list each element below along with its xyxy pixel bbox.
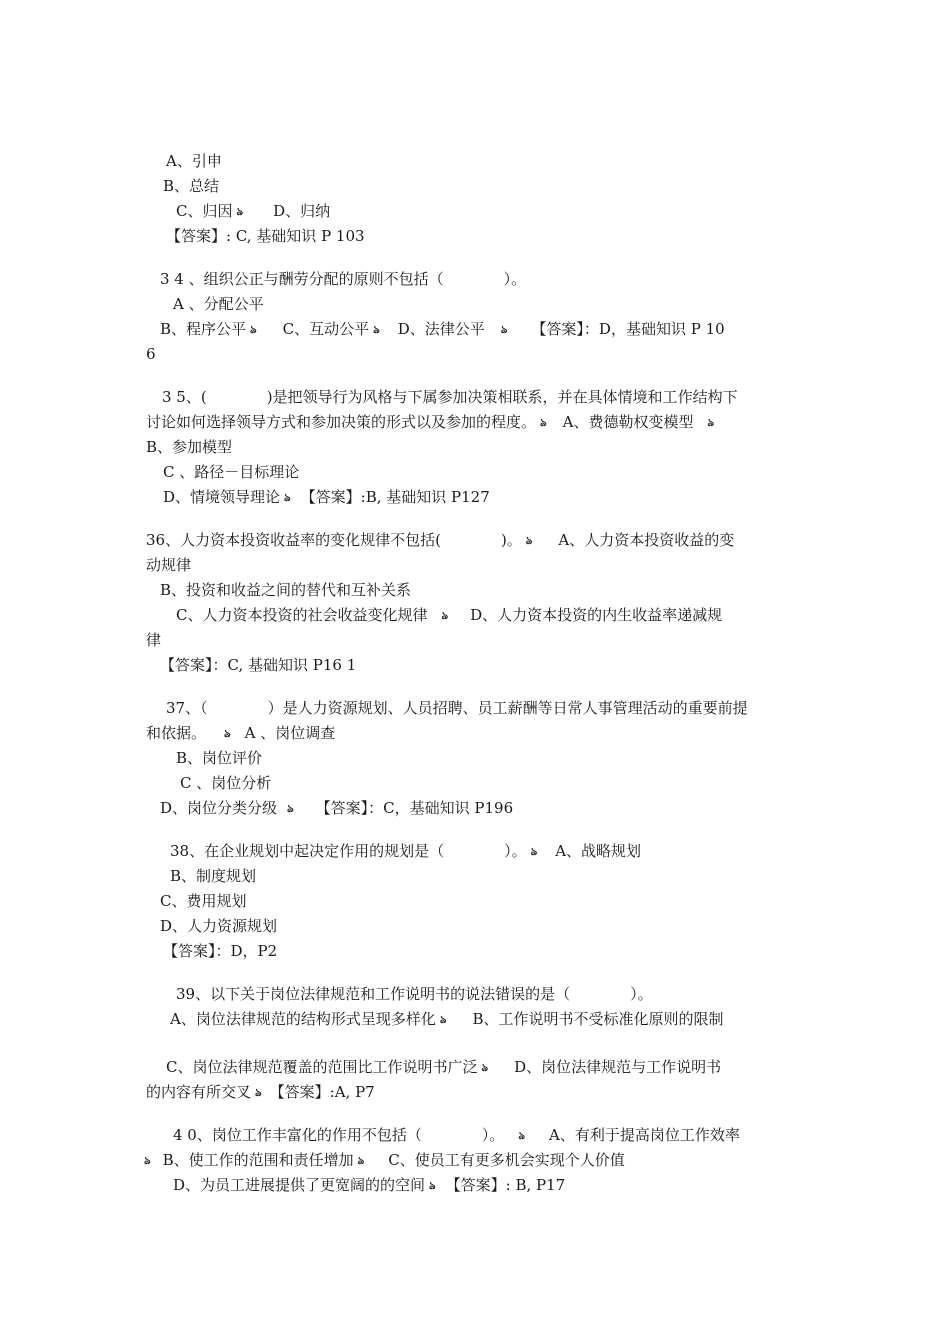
q35-option-b: B、参加模型 <box>146 438 233 456</box>
q37-line-d <box>160 796 513 821</box>
q36-option-d: D、人力资本投资的内生收益率递减规 <box>470 606 723 624</box>
q33-option-b: B、总结 <box>163 177 220 195</box>
q36-option-c: C、人力资本投资的社会收益变化规律 <box>176 606 428 624</box>
q40-option-c: C、使员工有更多机会实现个人价值 <box>388 1151 625 1169</box>
q34-option-d: D、法律公平 <box>397 320 485 338</box>
q39-stem: 39、以下关于岗位法律规范和工作说明书的说法错误的是（ ）。 <box>176 985 653 1003</box>
q40-option-a: A、有利于提高岗位工作效率 <box>548 1126 740 1144</box>
q38-option-b: B、制度规划 <box>170 867 257 885</box>
q35-option-d: D、情境领导理论 <box>163 488 281 506</box>
q39-line-d-cont: 的内容有所交叉 ঌ 【答案】:A, P7 <box>146 1080 375 1105</box>
paragraph-mark-icon: ঌ <box>429 1179 436 1192</box>
q40-option-b: B、使工作的范围和责任增加 <box>162 1151 354 1169</box>
paragraph-mark-icon: ঌ <box>525 534 533 547</box>
q33-option-a: A、引申 <box>166 152 222 170</box>
q33-options-cd <box>176 199 330 224</box>
q35-stem-line2: 讨论如何选择领导方式和参加决策的形式以及参加的程度。 ঌ A、费德勒权变模型 ঌ <box>146 410 718 435</box>
q34-option-c: C、互动公平 <box>282 320 370 338</box>
q34-option-b: B、程序公平 <box>160 320 247 338</box>
paragraph-mark-icon: ঌ <box>357 1154 365 1167</box>
q34-stem: 3 4 、组织公正与酬劳分配的原则不包括（ ）。 <box>160 270 527 288</box>
q36-line-cd <box>176 603 722 628</box>
paragraph-mark-icon: ঌ <box>518 1129 525 1142</box>
q34-line-bcd <box>160 317 725 342</box>
q39-answer: 【答案】:A, P7 <box>269 1083 375 1101</box>
paragraph-mark-icon: ঌ <box>284 491 291 504</box>
q36-option-d-cont: 律 <box>146 631 162 649</box>
q40-option-d: D、为员工进展提供了更宽阔的的空间 <box>173 1176 426 1194</box>
q36-option-a: A、人力资本投资收益的变 <box>558 531 735 549</box>
paragraph-mark-icon: ঌ <box>236 205 244 218</box>
q39-option-a: A、岗位法律规范的结构形式呈现多样化 <box>170 1010 436 1028</box>
paragraph-mark-icon: ঌ <box>481 1061 489 1074</box>
q36-option-b: B、投资和收益之间的替代和互补关系 <box>160 581 412 599</box>
q40-line-bc <box>140 1148 625 1173</box>
paragraph-mark-icon: ঌ <box>287 802 294 815</box>
q40-stem: 4 0、岗位工作丰富化的作用不包括（ ）。 ঌ A、有利于提高岗位工作效率 <box>173 1123 740 1148</box>
q37-option-b: B、岗位评价 <box>176 749 263 767</box>
q35-answer: 【答案】:B, 基础知识 P127 <box>300 488 490 506</box>
q38-option-c: C、费用规划 <box>160 892 247 910</box>
q37-stem-line1: 37、（ ）是人力资源规划、人员招聘、员工薪酬等日常人事管理活动的重要前提 <box>166 699 748 717</box>
q35-option-a: A、费德勒权变模型 <box>562 413 694 431</box>
q39-line-cd <box>166 1055 721 1080</box>
paragraph-mark-icon: ঌ <box>530 845 538 858</box>
q39-option-b: B、工作说明书不受标准化原则的限制 <box>472 1010 724 1028</box>
q40-answer: 【答案】: B, P17 <box>445 1176 566 1194</box>
paragraph-mark-icon: ঌ <box>707 416 715 429</box>
q34-answer-cont: 6 <box>146 345 156 363</box>
q35-stem-line1: 3 5、( )是把领导行为风格与下属参加决策相联系，并在具体情境和工作结构下 <box>162 388 738 406</box>
paragraph-mark-icon: ঌ <box>500 323 508 336</box>
q37-answer: 【答案】：C，基础知识 P196 <box>315 799 514 817</box>
q39-option-d: D、岗位法律规范与工作说明书 <box>514 1058 722 1076</box>
q37-option-a: A 、岗位调查 <box>244 724 336 742</box>
q36-stem: 36、人力资本投资收益率的变化规律不包括( )。 ঌ A、人力资本投资收益的变 <box>146 528 734 553</box>
q37-stem-line2: 和依据。 ঌ A 、岗位调查 <box>146 721 335 746</box>
q35-option-c: C 、路径－目标理论 <box>163 463 300 481</box>
paragraph-mark-icon: ঌ <box>255 1086 262 1099</box>
q37-option-d: D、岗位分类分级 <box>160 799 278 817</box>
q39-line-ab <box>170 1007 724 1032</box>
q34-option-a: A 、分配公平 <box>173 295 264 313</box>
q37-option-c: C 、岗位分析 <box>180 774 272 792</box>
q33-option-d: D、归纳 <box>273 202 331 220</box>
q40-line-d <box>173 1173 565 1198</box>
q39-option-c: C、岗位法律规范覆盖的范围比工作说明书广泛 <box>166 1058 478 1076</box>
paragraph-mark-icon: ঌ <box>439 1013 447 1026</box>
paragraph-mark-icon: ঌ <box>441 609 449 622</box>
paragraph-mark-icon: ঌ <box>144 1154 151 1167</box>
q38-stem: 38、在企业规划中起决定作用的规划是（ ）。 ঌ A、战略规划 <box>170 839 641 864</box>
q35-line-d <box>163 485 490 510</box>
q38-option-a: A、战略规划 <box>555 842 642 860</box>
q34-answer: 【答案】：D，基础知识 P 10 <box>531 320 725 338</box>
q33-answer: 【答案】: C, 基础知识 P 103 <box>166 227 365 245</box>
paragraph-mark-icon: ঌ <box>224 727 231 740</box>
paragraph-mark-icon: ঌ <box>250 323 257 336</box>
paragraph-mark-icon: ঌ <box>540 416 547 429</box>
q33-option-c: C、归因 <box>176 202 233 220</box>
q38-option-d: D、人力资源规划 <box>160 917 278 935</box>
q38-answer: 【答案】：D，P2 <box>163 942 278 960</box>
q36-answer: 【答案】：C, 基础知识 P16 1 <box>160 656 357 674</box>
paragraph-mark-icon: ঌ <box>373 323 380 336</box>
q36-option-a-cont: 动规律 <box>146 556 192 574</box>
